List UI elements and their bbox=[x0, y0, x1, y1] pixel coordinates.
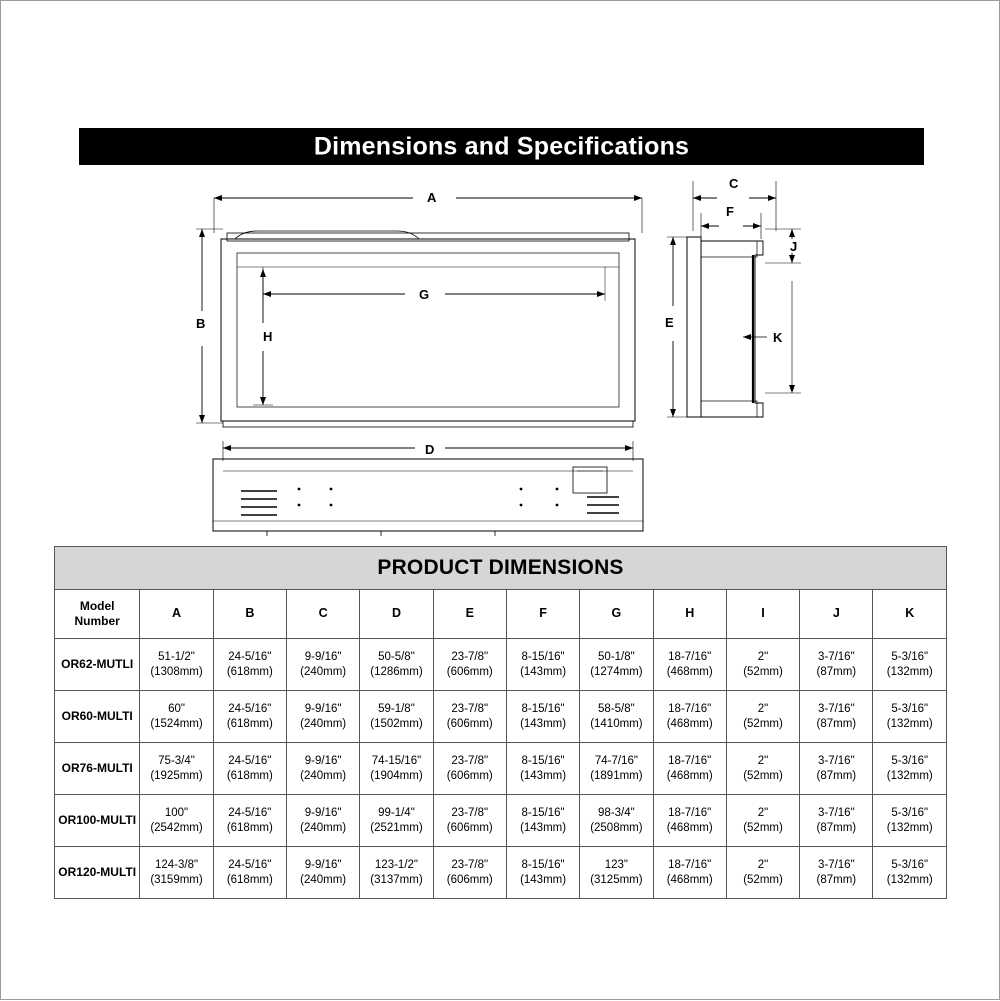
dimension-cell bbox=[726, 743, 799, 795]
value-inches: 9-9/16" bbox=[304, 651, 342, 664]
value-inches: 9-9/16" bbox=[304, 755, 342, 768]
value-mm: (52mm) bbox=[743, 821, 783, 834]
dimension-cell bbox=[213, 639, 286, 691]
model-header-line-2: Number bbox=[74, 614, 120, 628]
dimension-cell bbox=[506, 795, 579, 847]
dimension-cell bbox=[433, 743, 506, 795]
dimension-cell bbox=[580, 847, 653, 899]
dimension-cell bbox=[726, 795, 799, 847]
dim-label-h: H bbox=[263, 329, 273, 344]
value-mm: (1925mm) bbox=[150, 769, 203, 782]
value-inches: 8-15/16" bbox=[521, 859, 565, 872]
dim-label-f: F bbox=[726, 204, 734, 219]
dim-label-k: K bbox=[773, 330, 783, 345]
table-banner-row bbox=[55, 547, 947, 590]
dimension-cell bbox=[653, 639, 726, 691]
column-header-a: A bbox=[140, 590, 213, 639]
value-mm: (606mm) bbox=[446, 717, 493, 730]
dimension-cell bbox=[800, 639, 873, 691]
dimension-cell bbox=[286, 691, 359, 743]
dimension-cell bbox=[726, 691, 799, 743]
value-inches: 51-1/2" bbox=[158, 651, 195, 664]
dimension-cell bbox=[873, 743, 947, 795]
value-mm: (1904mm) bbox=[370, 769, 423, 782]
value-mm: (240mm) bbox=[300, 873, 347, 886]
value-mm: (606mm) bbox=[446, 665, 493, 678]
value-mm: (1502mm) bbox=[370, 717, 423, 730]
model-cell: OR62-MUTLI bbox=[55, 639, 140, 691]
value-inches: 9-9/16" bbox=[304, 703, 342, 716]
model-header-line-1: Model bbox=[79, 599, 115, 613]
value-inches: 9-9/16" bbox=[304, 807, 342, 820]
value-mm: (87mm) bbox=[816, 873, 857, 886]
dimension-cell bbox=[286, 639, 359, 691]
value-mm: (143mm) bbox=[520, 821, 567, 834]
dimension-cell bbox=[433, 691, 506, 743]
dimension-cell bbox=[433, 639, 506, 691]
value-mm: (1274mm) bbox=[590, 665, 643, 678]
value-mm: (618mm) bbox=[226, 821, 273, 834]
value-inches: 24-5/16" bbox=[228, 651, 272, 664]
table-row bbox=[55, 743, 947, 795]
dim-label-a: A bbox=[427, 190, 437, 205]
value-mm: (87mm) bbox=[816, 665, 857, 678]
value-inches: 98-3/4" bbox=[598, 807, 635, 820]
value-inches: 18-7/16" bbox=[668, 859, 712, 872]
product-dimensions-table-wrapper bbox=[54, 546, 947, 899]
value-mm: (132mm) bbox=[886, 717, 933, 730]
value-inches: 8-15/16" bbox=[521, 807, 565, 820]
value-mm: (3159mm) bbox=[150, 873, 203, 886]
value-inches: 74-7/16" bbox=[594, 755, 638, 768]
value-mm: (618mm) bbox=[226, 665, 273, 678]
table-row bbox=[55, 691, 947, 743]
value-inches: 8-15/16" bbox=[521, 703, 565, 716]
value-mm: (3125mm) bbox=[590, 873, 643, 886]
value-mm: (240mm) bbox=[300, 821, 347, 834]
column-header-i: I bbox=[726, 590, 799, 639]
value-inches: 123-1/2" bbox=[374, 859, 418, 872]
value-inches: 23-7/8" bbox=[451, 859, 489, 872]
dim-label-g: G bbox=[419, 287, 430, 302]
value-mm: (143mm) bbox=[520, 665, 567, 678]
dimension-cell bbox=[213, 691, 286, 743]
value-mm: (468mm) bbox=[666, 769, 713, 782]
dimension-cell bbox=[873, 639, 947, 691]
value-inches: 23-7/8" bbox=[451, 807, 489, 820]
dim-label-d: D bbox=[425, 442, 435, 457]
dimension-cell bbox=[653, 691, 726, 743]
dimension-cell bbox=[213, 847, 286, 899]
value-mm: (2508mm) bbox=[590, 821, 643, 834]
dimension-cell bbox=[506, 691, 579, 743]
value-mm: (52mm) bbox=[743, 717, 783, 730]
value-inches: 23-7/8" bbox=[451, 703, 489, 716]
value-inches: 8-15/16" bbox=[521, 755, 565, 768]
value-mm: (1410mm) bbox=[590, 717, 643, 730]
dimension-cell bbox=[800, 743, 873, 795]
value-inches: 24-5/16" bbox=[228, 859, 272, 872]
dimension-cell bbox=[360, 691, 433, 743]
value-mm: (618mm) bbox=[226, 873, 273, 886]
value-mm: (87mm) bbox=[816, 821, 857, 834]
dimension-cell bbox=[726, 639, 799, 691]
value-mm: (468mm) bbox=[666, 665, 713, 678]
column-header-b: B bbox=[213, 590, 286, 639]
value-inches: 2" bbox=[757, 755, 769, 768]
dimension-cell bbox=[360, 639, 433, 691]
value-inches: 2" bbox=[757, 651, 769, 664]
value-inches: 18-7/16" bbox=[668, 651, 712, 664]
value-mm: (2542mm) bbox=[150, 821, 203, 834]
value-inches: 9-9/16" bbox=[304, 859, 342, 872]
value-mm: (87mm) bbox=[816, 769, 857, 782]
value-inches: 24-5/16" bbox=[228, 807, 272, 820]
page-title: Dimensions and Specifications bbox=[313, 132, 690, 160]
value-inches: 24-5/16" bbox=[228, 703, 272, 716]
table-row bbox=[55, 847, 947, 899]
dimension-cell bbox=[726, 847, 799, 899]
value-inches: 5-3/16" bbox=[891, 755, 929, 768]
dimension-cell bbox=[800, 795, 873, 847]
dimension-cell bbox=[360, 743, 433, 795]
value-inches: 2" bbox=[757, 807, 769, 820]
value-inches: 3-7/16" bbox=[817, 807, 855, 820]
column-header-d: D bbox=[360, 590, 433, 639]
value-mm: (52mm) bbox=[743, 665, 783, 678]
value-mm: (87mm) bbox=[816, 717, 857, 730]
dimension-cell bbox=[800, 847, 873, 899]
dimension-cell bbox=[140, 691, 213, 743]
value-mm: (468mm) bbox=[666, 717, 713, 730]
dimension-cell bbox=[433, 795, 506, 847]
value-mm: (606mm) bbox=[446, 769, 493, 782]
value-mm: (606mm) bbox=[446, 821, 493, 834]
value-mm: (2521mm) bbox=[370, 821, 423, 834]
dim-label-j: J bbox=[790, 239, 798, 254]
dim-label-c: C bbox=[729, 176, 739, 191]
value-inches: 5-3/16" bbox=[891, 651, 929, 664]
value-inches: 18-7/16" bbox=[668, 755, 712, 768]
model-number-header bbox=[55, 590, 140, 639]
value-mm: (52mm) bbox=[743, 873, 783, 886]
value-mm: (132mm) bbox=[886, 873, 933, 886]
dimension-cell bbox=[580, 691, 653, 743]
value-inches: 50-1/8" bbox=[598, 651, 635, 664]
model-cell: OR60-MULTI bbox=[55, 691, 140, 743]
dimension-cell bbox=[286, 847, 359, 899]
value-inches: 2" bbox=[757, 859, 769, 872]
value-mm: (468mm) bbox=[666, 821, 713, 834]
column-header-c: C bbox=[286, 590, 359, 639]
dimension-cell bbox=[506, 639, 579, 691]
value-mm: (1286mm) bbox=[370, 665, 423, 678]
value-inches: 124-3/8" bbox=[154, 859, 199, 872]
value-mm: (132mm) bbox=[886, 769, 933, 782]
column-header-g: G bbox=[580, 590, 653, 639]
dimension-cell bbox=[213, 795, 286, 847]
value-inches: 18-7/16" bbox=[668, 703, 712, 716]
dimension-cell bbox=[140, 795, 213, 847]
value-mm: (143mm) bbox=[520, 769, 567, 782]
value-inches: 123" bbox=[604, 859, 629, 872]
value-inches: 24-5/16" bbox=[228, 755, 272, 768]
value-mm: (52mm) bbox=[743, 769, 783, 782]
page-title-banner bbox=[79, 128, 924, 165]
value-mm: (143mm) bbox=[520, 873, 567, 886]
value-mm: (240mm) bbox=[300, 665, 347, 678]
column-header-e: E bbox=[433, 590, 506, 639]
value-mm: (132mm) bbox=[886, 821, 933, 834]
value-mm: (1308mm) bbox=[150, 665, 203, 678]
dimension-cell bbox=[140, 743, 213, 795]
dimension-cell bbox=[433, 847, 506, 899]
model-cell: OR100-MULTI bbox=[55, 795, 140, 847]
column-header-j: J bbox=[800, 590, 873, 639]
value-mm: (606mm) bbox=[446, 873, 493, 886]
table-row bbox=[55, 639, 947, 691]
value-mm: (468mm) bbox=[666, 873, 713, 886]
value-inches: 3-7/16" bbox=[817, 859, 855, 872]
value-inches: 2" bbox=[757, 703, 769, 716]
value-inches: 99-1/4" bbox=[378, 807, 415, 820]
dimension-cell bbox=[360, 847, 433, 899]
dimension-cell bbox=[360, 795, 433, 847]
dim-label-b: B bbox=[196, 316, 206, 331]
value-inches: 3-7/16" bbox=[817, 651, 855, 664]
dimension-cell bbox=[580, 743, 653, 795]
value-inches: 23-7/8" bbox=[451, 651, 489, 664]
dimension-cell bbox=[506, 743, 579, 795]
value-mm: (1891mm) bbox=[590, 769, 643, 782]
value-inches: 74-15/16" bbox=[371, 755, 422, 768]
dimension-cell bbox=[213, 743, 286, 795]
dimension-cell bbox=[653, 847, 726, 899]
dimension-cell bbox=[800, 691, 873, 743]
value-mm: (143mm) bbox=[520, 717, 567, 730]
value-mm: (618mm) bbox=[226, 717, 273, 730]
value-inches: 3-7/16" bbox=[817, 703, 855, 716]
table-header-row bbox=[55, 590, 947, 639]
model-cell: OR120-MULTI bbox=[55, 847, 140, 899]
value-inches: 60" bbox=[168, 703, 185, 716]
dimension-cell bbox=[506, 847, 579, 899]
model-cell: OR76-MULTI bbox=[55, 743, 140, 795]
value-inches: 18-7/16" bbox=[668, 807, 712, 820]
dimension-cell bbox=[873, 691, 947, 743]
dimension-cell bbox=[580, 639, 653, 691]
value-inches: 75-3/4" bbox=[158, 755, 195, 768]
dimension-cell bbox=[286, 743, 359, 795]
value-mm: (618mm) bbox=[226, 769, 273, 782]
value-inches: 5-3/16" bbox=[891, 859, 929, 872]
dimension-cell bbox=[140, 639, 213, 691]
dimension-cell bbox=[286, 795, 359, 847]
dimension-cell bbox=[580, 795, 653, 847]
table-banner-title: PRODUCT DIMENSIONS bbox=[55, 547, 947, 590]
dimension-cell bbox=[653, 795, 726, 847]
dimension-cell bbox=[653, 743, 726, 795]
value-inches: 23-7/8" bbox=[451, 755, 489, 768]
value-inches: 58-5/8" bbox=[598, 703, 635, 716]
value-mm: (132mm) bbox=[886, 665, 933, 678]
value-inches: 100" bbox=[164, 807, 189, 820]
value-inches: 50-5/8" bbox=[378, 651, 415, 664]
column-header-k: K bbox=[873, 590, 947, 639]
dimension-cell bbox=[873, 795, 947, 847]
value-inches: 5-3/16" bbox=[891, 807, 929, 820]
dimension-cell bbox=[873, 847, 947, 899]
column-header-f: F bbox=[506, 590, 579, 639]
column-header-h: H bbox=[653, 590, 726, 639]
value-inches: 5-3/16" bbox=[891, 703, 929, 716]
value-inches: 59-1/8" bbox=[378, 703, 415, 716]
value-inches: 8-15/16" bbox=[521, 651, 565, 664]
table-row bbox=[55, 795, 947, 847]
product-dimensions-table bbox=[54, 546, 947, 899]
dimension-cell bbox=[140, 847, 213, 899]
dim-label-e: E bbox=[665, 315, 674, 330]
value-mm: (240mm) bbox=[300, 769, 347, 782]
value-mm: (3137mm) bbox=[370, 873, 423, 886]
value-inches: 3-7/16" bbox=[817, 755, 855, 768]
value-mm: (240mm) bbox=[300, 717, 347, 730]
value-mm: (1524mm) bbox=[150, 717, 203, 730]
